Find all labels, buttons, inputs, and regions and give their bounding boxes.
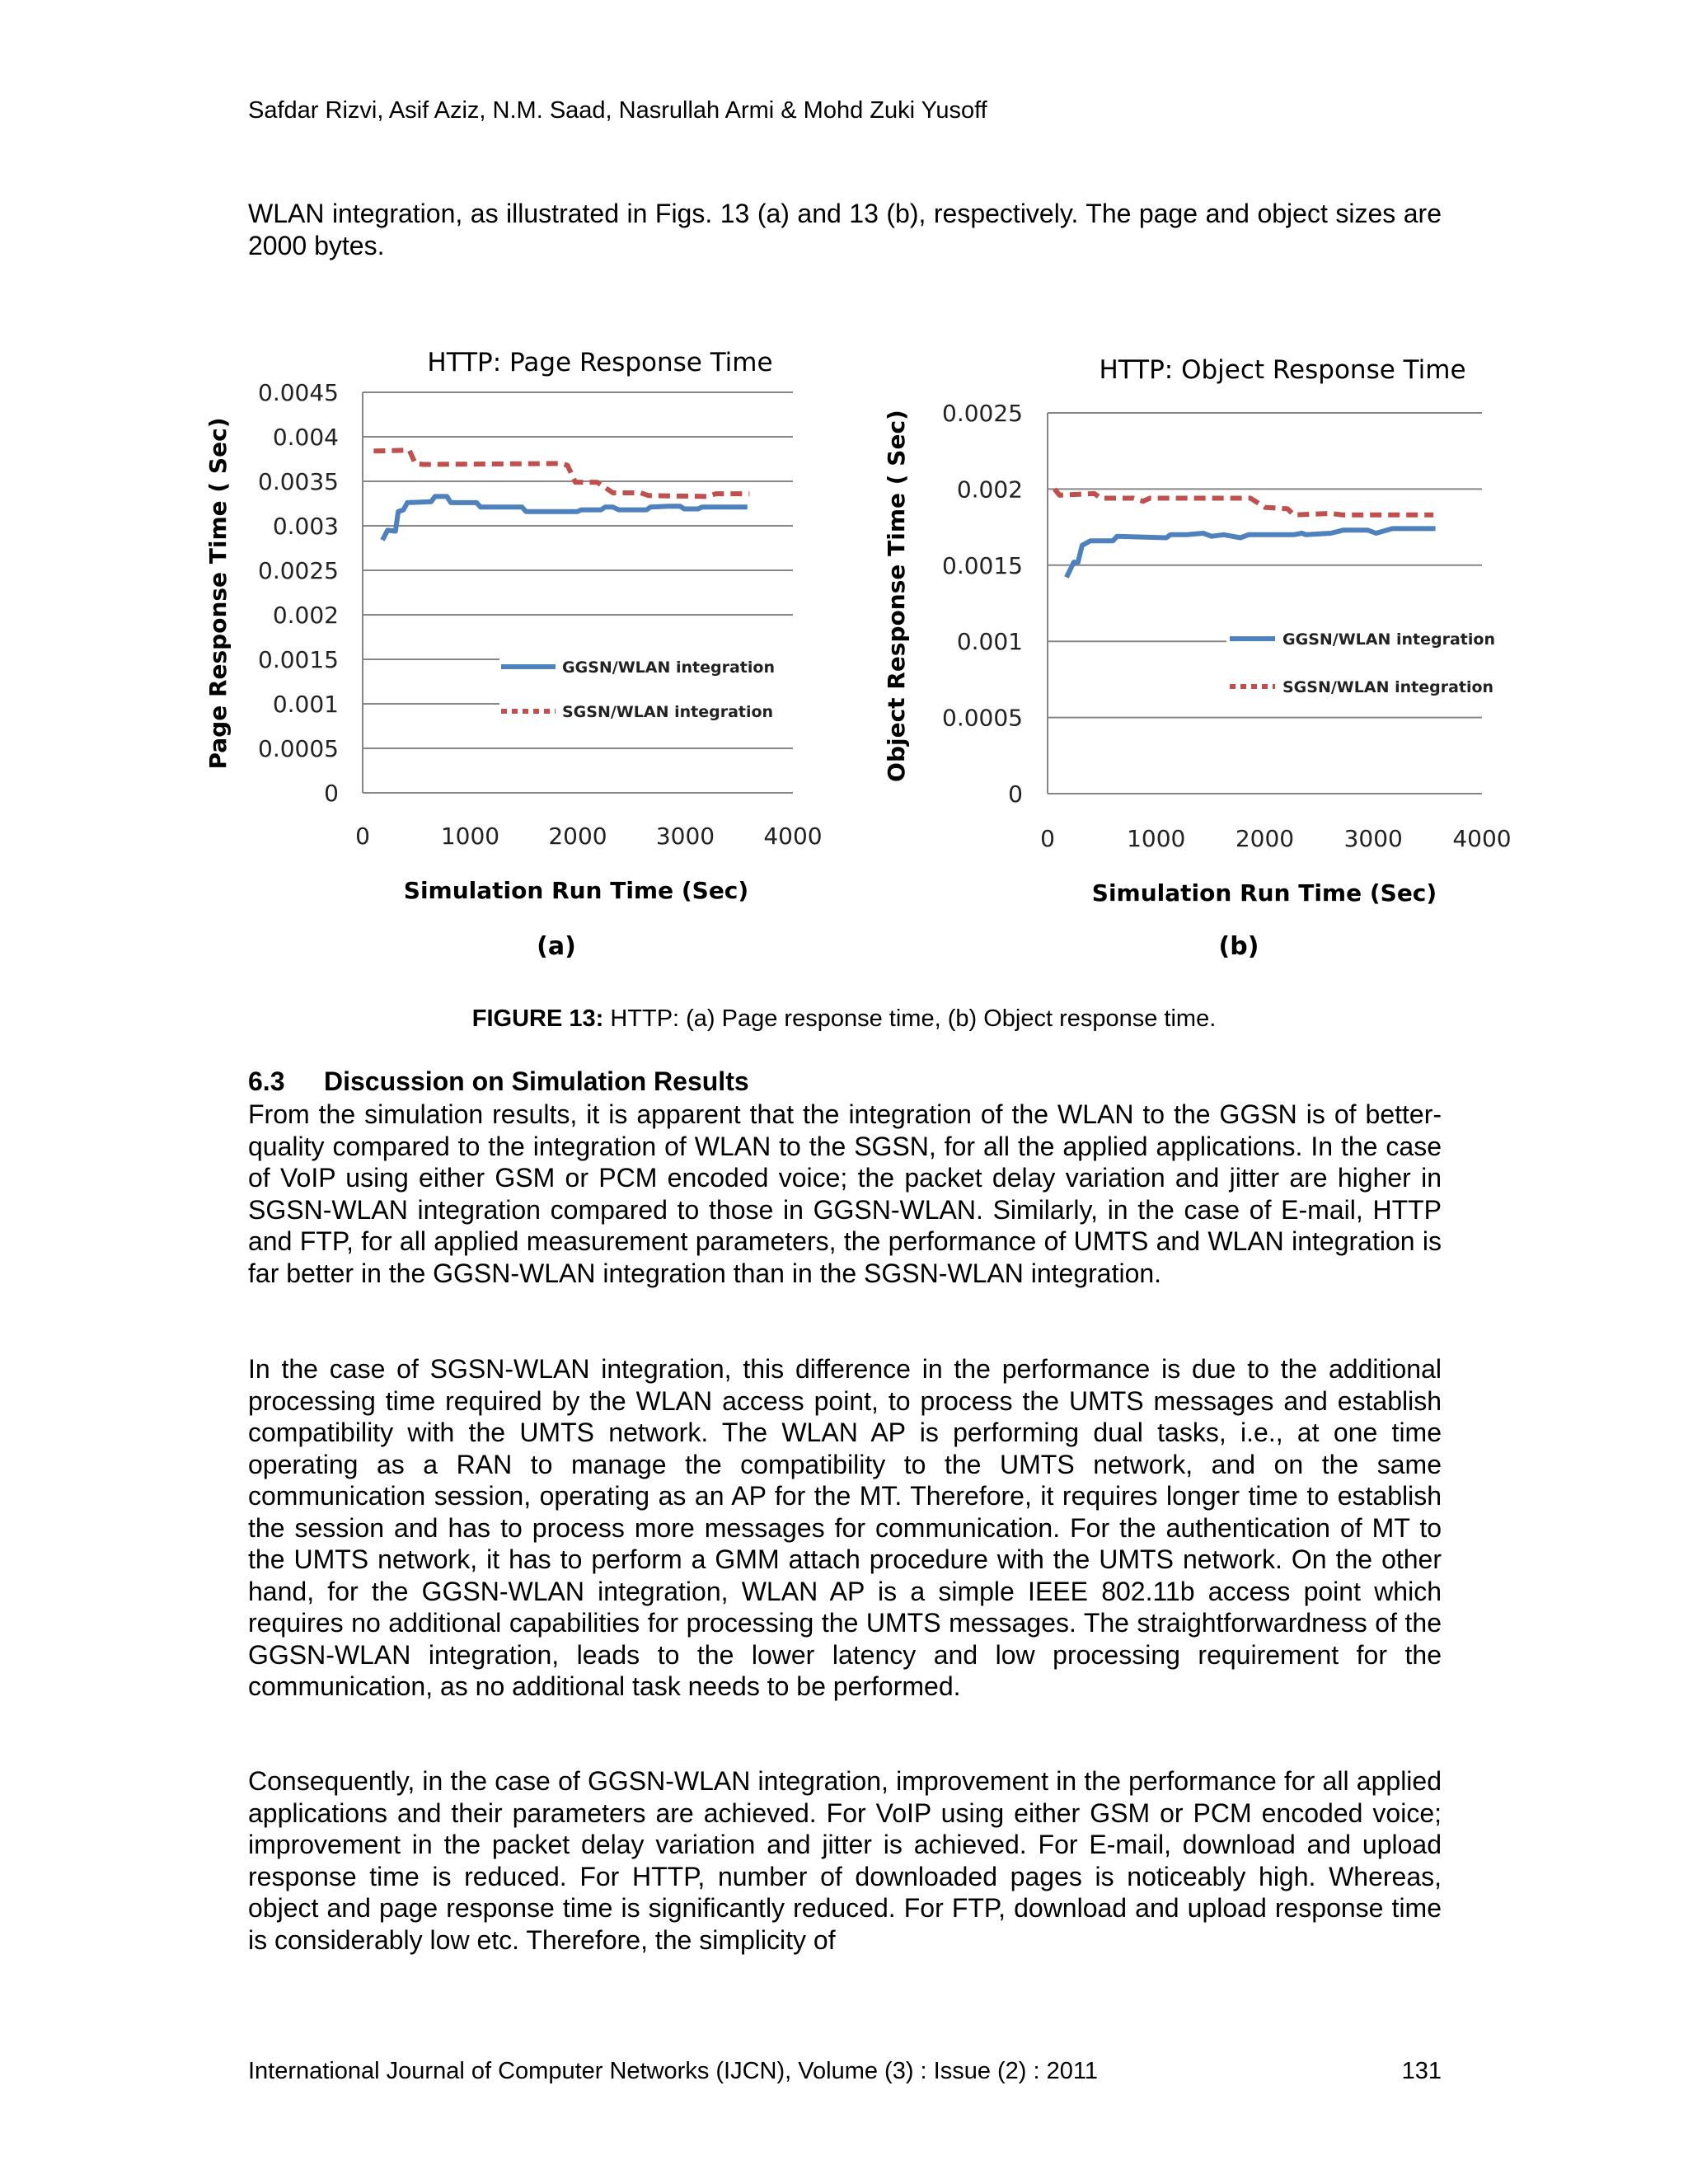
y-tick-label: 0.0005: [258, 735, 339, 762]
legend-label: SGSN/WLAN integration: [1282, 678, 1494, 696]
x-tick-label: 3000: [655, 823, 715, 850]
legend-label: GGSN/WLAN integration: [1282, 630, 1495, 649]
y-axis-label: Page Response Time ( Sec): [204, 417, 232, 770]
y-tick-label: 0.0025: [942, 400, 1023, 427]
section-number: 6.3: [248, 1066, 285, 1096]
footer-journal: International Journal of Computer Networks (IJCN), Volume (3) : Issue (2) : 2011: [248, 2058, 1099, 2084]
y-axis-label: Object Response Time ( Sec): [883, 410, 910, 782]
x-tick-label: 1000: [1127, 825, 1186, 852]
running-header: Safdar Rizvi, Asif Aziz, N.M. Saad, Nasrullah Armi & Mohd Zuki Yusoff: [248, 97, 987, 124]
x-tick-label: 4000: [763, 823, 823, 850]
chart-b: [883, 355, 1512, 961]
paragraph: From the simulation results, it is apparent that the integration of the WLAN to the GGSN is of better-quality compared to the integration of WLAN to the SGSN, for all the applied applications. In the case of VoIP using either GSM or PCM encoded voice; the packet delay variation and jitter are higher in SGSN-WLAN integration compared to those in GGSN-WLAN. Similarly, in the case of E-mail, HTTP and FTP, for all applied measurement parameters, the performance of UMTS and WLAN integration is far better in the GGSN-WLAN integration than in the SGSN-WLAN integration.: [248, 1099, 1442, 1288]
series-line-ggsn: [1067, 528, 1436, 577]
legend-label: SGSN/WLAN integration: [562, 703, 774, 721]
y-tick-label: 0.001: [272, 691, 339, 718]
series-line-sgsn: [1054, 489, 1433, 514]
chart-title: HTTP: Object Response Time: [1099, 355, 1466, 385]
x-axis-label: Simulation Run Time (Sec): [1091, 879, 1437, 907]
caption-label: FIGURE 13:: [471, 1005, 604, 1032]
y-tick-label: 0.0015: [258, 646, 339, 673]
y-tick-label: 0.0005: [942, 704, 1023, 732]
x-tick-label: 0: [1040, 825, 1055, 852]
y-tick-label: 0.003: [272, 513, 339, 540]
panel-label: (b): [1218, 932, 1259, 961]
legend-label: GGSN/WLAN integration: [562, 658, 775, 677]
series-line-sgsn: [373, 450, 749, 496]
caption-text: HTTP: (a) Page response time, (b) Object response time.: [603, 1005, 1217, 1032]
figure-13: [0, 0, 1688, 989]
footer: [248, 2058, 1442, 2085]
figure-caption: [0, 1005, 1688, 1033]
y-tick-label: 0.004: [272, 424, 339, 451]
x-tick-label: 2000: [1235, 825, 1295, 852]
y-tick-label: 0.002: [272, 602, 339, 629]
section-heading: [248, 1066, 749, 1097]
intro-paragraph: WLAN integration, as illustrated in Figs. 13 (a) and 13 (b), respectively. The page and object sizes are 2000 bytes.: [248, 199, 1442, 260]
chart-title: HTTP: Page Response Time: [427, 348, 773, 377]
y-tick-label: 0.0025: [258, 557, 339, 584]
y-tick-label: 0.0015: [942, 551, 1023, 579]
y-tick-label: 0: [1008, 780, 1023, 808]
x-tick-label: 4000: [1452, 825, 1512, 852]
section-title: Discussion on Simulation Results: [324, 1066, 749, 1096]
x-axis-label: Simulation Run Time (Sec): [403, 877, 749, 904]
x-tick-label: 3000: [1343, 825, 1403, 852]
series-line-ggsn: [382, 496, 748, 540]
panel-label: (a): [537, 932, 576, 961]
chart-a: [204, 348, 823, 961]
x-tick-label: 1000: [440, 823, 500, 850]
paragraph: Consequently, in the case of GGSN-WLAN integration, improvement in the performance for all applied applications and their parameters are achieved. For VoIP using either GSM or PCM encoded voice; improvement in the packet delay variation and jitter is achieved. For E-mail, download and upload response time is reduced. For HTTP, number of downloaded pages is noticeably high. Whereas, object and page response time is significantly reduced. For FTP, download and upload response time is considerably low etc. Therefore, the simplicity of: [248, 1766, 1442, 1955]
x-tick-label: 2000: [548, 823, 607, 850]
x-tick-label: 0: [355, 823, 370, 850]
y-tick-label: 0.002: [956, 476, 1023, 504]
y-tick-label: 0.001: [956, 628, 1023, 656]
y-tick-label: 0.0035: [258, 468, 339, 495]
y-tick-label: 0.0045: [258, 379, 339, 406]
paragraph: In the case of SGSN-WLAN integration, this difference in the performance is due to the additional processing time required by the WLAN access point, to process the UMTS messages and establish compatibility with the UMTS network. The WLAN AP is performing dual tasks, i.e., at one time operating as a RAN to manage the compatibility to the UMTS network, and on the same communication session, operating as an AP for the MT. Therefore, it requires longer time to establish the session and has to process more messages for communication. For the authentication of MT to the UMTS network, it has to perform a GMM attach procedure with the UMTS network. On the other hand, for the GGSN-WLAN integration, WLAN AP is a simple IEEE 802.11b access point which requires no additional capabilities for processing the UMTS messages. The straightforwardness of the GGSN-WLAN integration, leads to the lower latency and low processing requirement for the communication, as no additional task needs to be performed.: [248, 1354, 1442, 1701]
y-tick-label: 0: [324, 780, 339, 807]
page-number: 131: [1401, 2058, 1442, 2084]
